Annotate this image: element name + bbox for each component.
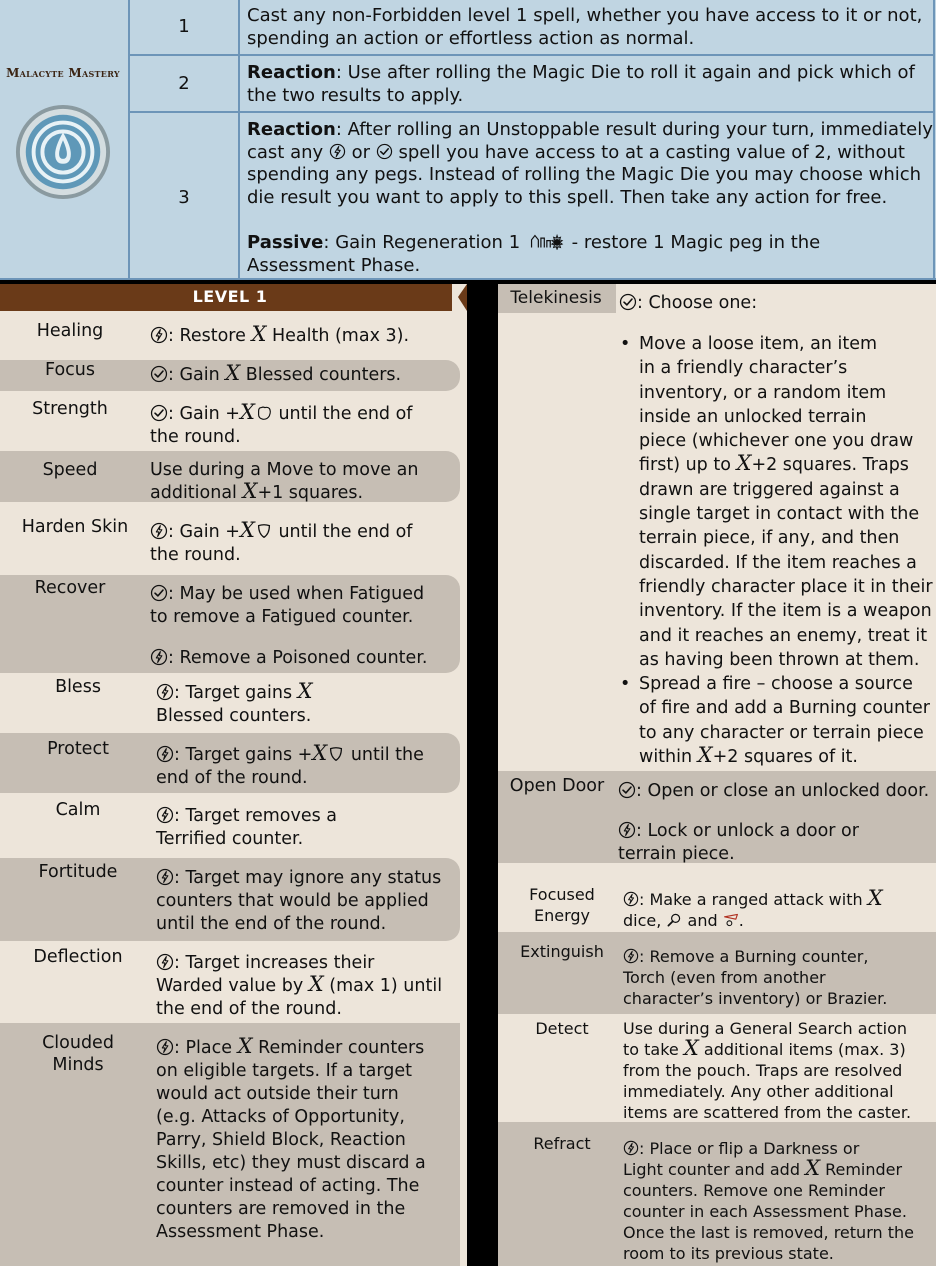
spell-name-clouded-minds: [0, 1032, 156, 1076]
check-icon: [150, 584, 168, 602]
spell-text: and it reaches an enemy, treat it: [639, 625, 928, 646]
spell-text: end of the round.: [156, 768, 308, 788]
spell-text: until the end of: [272, 404, 413, 424]
spell-text: +2 squares. Traps: [751, 455, 909, 476]
spell-name-calm: Calm: [55, 800, 101, 820]
spell-text: : Gain +: [168, 404, 240, 424]
spell-text: : Target removes a: [174, 806, 338, 826]
mastery-title: Malacyte Mastery: [6, 66, 120, 80]
spell-text-speed: [150, 459, 460, 505]
bolt-icon: [150, 648, 168, 666]
water-drop-emblem-icon: [14, 103, 112, 201]
shield-icon: [255, 522, 273, 540]
spell-name-line: Focused: [529, 885, 595, 904]
spell-name-focused-energy: [518, 884, 606, 926]
passive-text: [247, 232, 933, 277]
spell-text-recover-2: to remove a Fatigued counter.: [150, 607, 414, 627]
spell-text: inside an unlocked terrain: [639, 406, 867, 427]
spell-text: Health (max 3).: [266, 326, 410, 346]
bolt-icon: [156, 868, 174, 886]
x-value: X: [251, 322, 267, 346]
level-title: LEVEL 1: [192, 287, 268, 306]
bolt-icon: [618, 821, 636, 839]
spell-text: within: [639, 747, 698, 768]
spell-text: : Remove a Burning counter,: [639, 947, 869, 966]
spell-name-bless: Bless: [55, 677, 101, 697]
spell-text: : Make a ranged attack with: [639, 890, 868, 909]
spell-text: terrain piece, if any, and then: [639, 528, 900, 549]
spell-text-protect: [156, 741, 460, 790]
magnifier-icon: [666, 912, 682, 928]
check-spell-icon: [376, 143, 393, 160]
spell-name-open-door: Open Door: [509, 776, 605, 796]
bullet: •: [620, 334, 631, 354]
mastery-row-text: [247, 119, 933, 209]
spell-name-harden-skin: Harden Skin: [21, 517, 129, 537]
spell-name-line: Energy: [533, 906, 590, 925]
spell-text: : Target gains +: [174, 745, 313, 765]
spell-text-focused-energy: [623, 886, 936, 931]
spell-text: friendly character place it in their: [639, 576, 933, 597]
spell-text: until the: [345, 745, 424, 765]
spell-name-fortitude: Fortitude: [38, 862, 118, 882]
spell-text: counters are removed in the: [156, 1199, 406, 1219]
spell-text: : Target may ignore any status: [174, 868, 442, 888]
spell-text: : May be used when Fatigued: [168, 584, 425, 604]
spell-text-refract: [623, 1138, 936, 1264]
bolt-icon: [623, 1140, 639, 1156]
spell-text: : Place: [174, 1038, 238, 1058]
shield-icon: [327, 745, 345, 763]
bolt-icon: [150, 326, 168, 344]
mastery-table: [0, 0, 936, 280]
spell-text: Blessed counters.: [156, 706, 312, 726]
spell-name-telekinesis: Telekinesis: [510, 288, 602, 308]
spell-text: Warded value by: [156, 976, 309, 996]
spell-text: the end of the round.: [156, 999, 342, 1019]
x-value: X: [805, 1156, 821, 1180]
spell-text: the round.: [150, 427, 241, 447]
spell-name-healing: Healing: [36, 321, 104, 341]
spell-text-telekinesis: [619, 292, 934, 315]
spell-text: +1 squares.: [257, 483, 364, 503]
table-divider: [933, 0, 935, 280]
bolt-icon: [623, 948, 639, 964]
x-value: X: [239, 518, 255, 542]
row-divider: [0, 278, 936, 280]
spell-name-detect: Detect: [535, 1019, 589, 1038]
row-divider: [128, 54, 935, 56]
spell-text: drawn are triggered against a: [639, 479, 900, 500]
spell-text: inventory. If the item is a weapon: [639, 601, 932, 622]
spell-text: piece (whichever one you draw: [639, 431, 914, 452]
row-text: spell you have access to at a casting value of 2, without spending any pegs. Instead of rolling the Magic Die you may choose which die result you want to apply to this spell. Then take any action for free.: [247, 141, 922, 208]
bolt-icon: [150, 522, 168, 540]
list-item: [617, 332, 936, 672]
spell-text-extinguish: [623, 946, 936, 1009]
spell-text: would act outside their turn: [156, 1084, 399, 1104]
bolt-icon: [623, 891, 639, 907]
x-value: X: [239, 400, 255, 424]
reaction-label: Reaction: [247, 62, 336, 83]
x-value: X: [237, 1034, 253, 1058]
spell-text: room to its previous state.: [623, 1244, 834, 1263]
spell-text: as having been thrown at them.: [639, 649, 920, 670]
spell-text: in a friendly character’s: [639, 358, 848, 379]
check-icon: [619, 293, 637, 311]
spell-text: to any character or terrain piece: [639, 722, 924, 743]
spell-text: Reminder: [820, 1160, 903, 1179]
reaction-label: Reaction: [247, 119, 336, 140]
spell-name-line: Clouded: [42, 1033, 114, 1053]
spell-name-deflection: Deflection: [33, 947, 123, 967]
bolt-icon: [156, 806, 174, 824]
x-value: X: [736, 451, 752, 476]
spell-name-protect: Protect: [47, 739, 109, 759]
spell-text: : Remove a Poisoned counter.: [168, 648, 428, 668]
spell-text: character’s inventory) or Brazier.: [623, 989, 888, 1008]
spell-text-fortitude: [156, 867, 460, 936]
spell-text-healing: [150, 322, 460, 348]
spell-text: Reminder counters: [252, 1038, 425, 1058]
bolt-icon: [156, 745, 174, 763]
spell-text-detect: [623, 1018, 936, 1123]
spell-text-clouded-minds: [156, 1034, 460, 1244]
spell-text-strength: [150, 400, 460, 449]
spell-text: +2 squares of it.: [712, 747, 858, 768]
spell-text: to take: [623, 1040, 684, 1059]
spell-text: on eligible targets. If a target: [156, 1061, 412, 1081]
row-text: : After rolling an Unstoppable result during your turn, immediately cast any: [247, 119, 933, 163]
spell-text-open-door: [618, 780, 936, 803]
spell-text: : Target increases their: [174, 953, 375, 973]
spell-text: counters. Remove one Reminder: [623, 1181, 885, 1200]
spell-text: Skills, etc) they must discard a: [156, 1153, 426, 1173]
spell-text: Torch (even from another: [623, 968, 826, 987]
table-divider: [128, 0, 130, 280]
x-value: X: [683, 1036, 699, 1060]
spell-text-recover-3: [150, 647, 460, 670]
spell-list-right: [498, 284, 936, 1266]
spell-text: Terrified counter.: [156, 829, 304, 849]
bolt-spell-icon: [329, 143, 346, 160]
x-value: X: [867, 886, 883, 910]
spell-text: dice,: [623, 911, 667, 930]
spell-text: counters that would be applied: [156, 891, 429, 911]
spell-text: : Lock or unlock a door or: [636, 821, 859, 841]
regeneration-icon: [526, 233, 566, 250]
check-icon: [150, 365, 168, 383]
spell-name-extinguish: Extinguish: [520, 942, 604, 961]
spell-text: Blessed counters.: [240, 365, 402, 385]
mastery-row-text: [247, 62, 933, 107]
spell-name-line: Minds: [52, 1055, 104, 1075]
spell-text: terrain piece.: [618, 844, 735, 864]
x-value: X: [697, 743, 713, 768]
spell-text: of fire and add a Burning counter: [639, 698, 930, 719]
check-icon: [618, 781, 636, 799]
row-text: : Gain Regeneration 1: [323, 232, 526, 253]
spell-text-recover: [150, 583, 460, 606]
row-text: : Use after rolling the Magic Die to roll it again and pick which of the two results to apply.: [247, 62, 915, 106]
spell-text-calm: [156, 805, 460, 851]
mastery-row-number: 3: [178, 187, 190, 208]
spell-text: (e.g. Attacks of Opportunity,: [156, 1107, 405, 1127]
x-value: X: [312, 741, 328, 765]
fist-icon: [255, 404, 273, 422]
spell-text: Spread a fire – choose a source: [639, 674, 913, 695]
spell-name-speed: Speed: [42, 460, 98, 480]
spell-text: inventory, or a random item: [639, 382, 887, 403]
bolt-icon: [156, 1038, 174, 1056]
spell-text: counter instead of acting. The: [156, 1176, 420, 1196]
spell-text: until the end of the round.: [156, 914, 387, 934]
table-divider: [238, 0, 240, 280]
bullet: •: [620, 674, 631, 695]
x-value: X: [242, 479, 258, 503]
x-value: X: [225, 361, 241, 385]
spell-text: Light counter and add: [623, 1160, 806, 1179]
spell-text: items are scattered from the caster.: [623, 1103, 912, 1122]
spell-text: Assessment Phase.: [156, 1222, 325, 1242]
x-value: X: [308, 972, 324, 996]
spell-text: from the pouch. Traps are resolved: [623, 1061, 903, 1080]
mastery-row-number: 2: [178, 73, 190, 94]
passive-label: Passive: [247, 232, 324, 253]
spell-name-strength: Strength: [32, 399, 108, 419]
spell-name-recover: Recover: [34, 578, 106, 598]
spell-text: additional: [150, 483, 243, 503]
spell-text: additional items (max. 3): [698, 1040, 906, 1059]
spell-text: single target in contact with the: [639, 504, 920, 525]
spell-text: : Gain: [168, 365, 226, 385]
spell-text: Once the last is removed, return the: [623, 1223, 914, 1242]
spell-text: discarded. If the item reaches a: [639, 552, 917, 573]
spell-text: : Gain +: [168, 522, 240, 542]
spell-text: Use during a General Search action: [623, 1019, 908, 1038]
spell-text-focus: [150, 361, 460, 387]
horn-icon: [723, 912, 739, 928]
check-icon: [150, 404, 168, 422]
spell-text: until the end of: [272, 522, 413, 542]
spell-text: : Choose one:: [637, 293, 758, 313]
list-item: [617, 672, 936, 769]
spell-text: : Restore: [168, 326, 252, 346]
level-1-spell-list: [0, 284, 467, 1266]
spell-text: the round.: [150, 545, 241, 565]
spell-text: Use during a Move to move an: [150, 460, 419, 480]
spell-text-open-door-2: [618, 820, 936, 866]
spell-text-deflection: [156, 952, 460, 1021]
spell-text: and: [682, 911, 723, 930]
spell-text: : Place or flip a Darkness or: [639, 1139, 860, 1158]
bolt-icon: [156, 683, 174, 701]
bolt-icon: [156, 953, 174, 971]
spell-text: counter in each Assessment Phase.: [623, 1202, 907, 1221]
mastery-row-text: Cast any non-Forbidden level 1 spell, whether you have access to it or not, spending an action or effortless action as normal.: [247, 5, 923, 49]
spell-text: (max 1) until: [323, 976, 443, 996]
spell-name-focus: Focus: [45, 360, 95, 380]
spell-text-harden-skin: [150, 518, 460, 567]
row-text: or: [345, 141, 376, 163]
spell-text: : Target gains: [174, 683, 298, 703]
spell-text: Parry, Shield Block, Reaction: [156, 1130, 406, 1150]
row-divider: [128, 111, 935, 113]
spell-text: immediately. Any other additional: [623, 1082, 894, 1101]
telekinesis-options: [617, 332, 936, 769]
spell-text: first) up to: [639, 455, 737, 476]
spell-text: .: [738, 911, 744, 930]
spell-name-refract: Refract: [533, 1134, 591, 1153]
spell-text-bless: [156, 679, 460, 728]
spell-text: : Open or close an unlocked door.: [636, 781, 930, 801]
x-value: X: [297, 679, 313, 703]
mastery-row-number: 1: [178, 16, 190, 37]
spell-text: Move a loose item, an item: [639, 334, 878, 354]
row-text: - restore 1 Magic peg in the Assessment Phase.: [247, 232, 821, 276]
